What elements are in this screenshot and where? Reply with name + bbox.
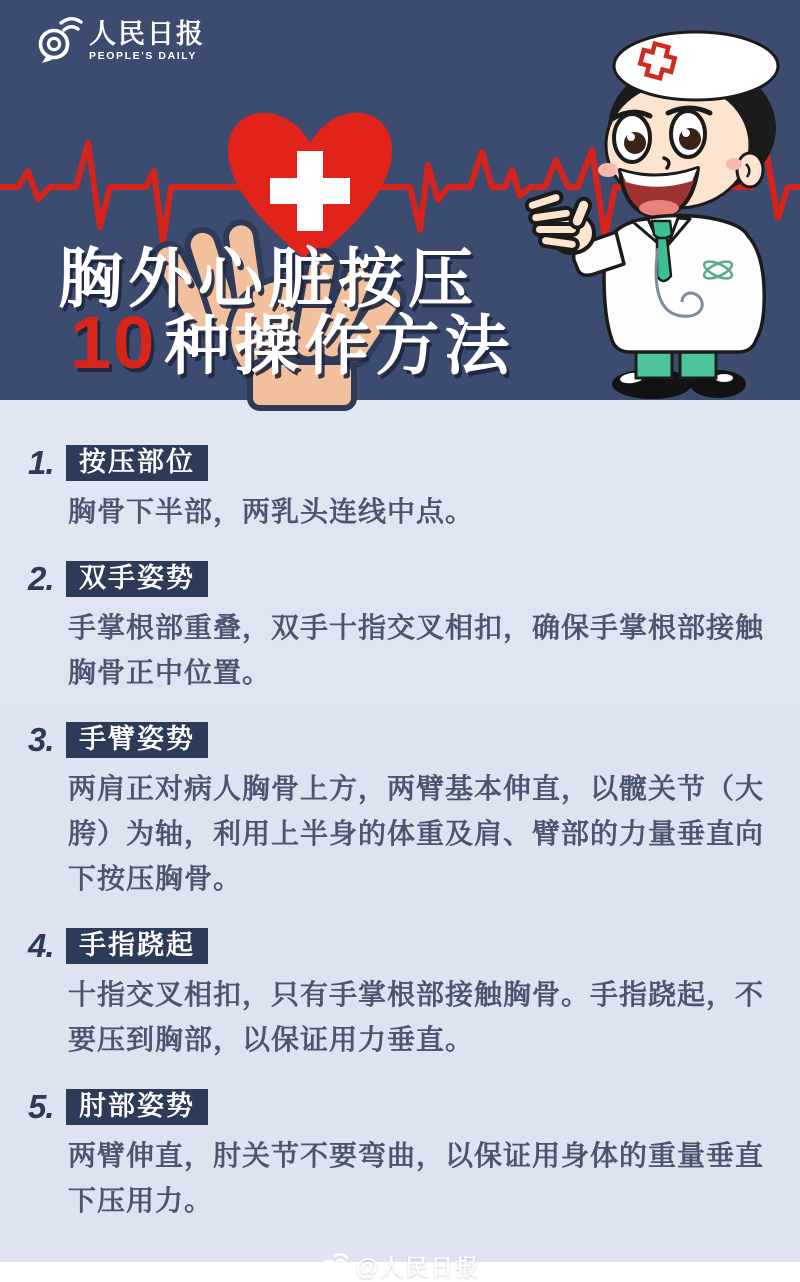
section-2 [28,560,770,695]
section-badge: 按压部位 [66,445,208,481]
section-5-header [28,1088,770,1126]
section-3-header [28,721,770,759]
section-text: 两臂伸直，肘关节不要弯曲，以保证用身体的重量垂直下压用力。 [68,1140,765,1216]
logo-text [89,18,205,62]
section-badge: 双手姿势 [66,561,208,597]
doctor-mascot [520,18,780,406]
poster-title-line2 [70,301,515,384]
section-4-header [28,927,770,965]
section-number: 2. [28,560,54,597]
at-broadcast-icon [34,16,82,66]
section-3 [28,721,770,901]
watermark [28,1249,770,1282]
doctor-hand [525,191,594,253]
logo-name-en: PEOPLE'S DAILY [89,49,197,62]
section-text: 两肩正对病人胸骨上方，两臂基本伸直，以髋关节（大胯）为轴，利用上半身的体重及肩、臂部的力量垂直向下按压胸骨。 [68,773,765,894]
title-number: 10 [70,301,157,384]
title-rest: 种操作方法 [164,309,515,382]
section-number: 5. [28,1088,54,1125]
section-badge: 手臂姿势 [66,722,208,758]
section-5 [28,1088,770,1223]
section-text: 十指交叉相扣，只有手掌根部接触胸骨。手指跷起，不要压到胸部，以保证用力垂直。 [68,979,765,1055]
section-text: 胸骨下半部，两乳头连线中点。 [68,496,475,527]
poster-title-line1: 胸外心脏按压 [58,242,479,315]
section-number: 3. [28,721,54,758]
section-number: 4. [28,927,54,964]
section-number: 1. [28,444,54,481]
section-4 [28,927,770,1062]
section-2-header [28,560,770,598]
section-badge: 肘部姿势 [66,1089,208,1125]
section-badge: 手指跷起 [66,928,208,964]
peoples-daily-logo [34,16,205,66]
section-1 [28,444,770,534]
watermark-text: @人民日报 [355,1254,481,1280]
logo-name-cn: 人民日报 [89,18,205,49]
section-1-header [28,444,770,482]
weibo-icon [318,1253,348,1279]
section-text: 手掌根部重叠，双手十指交叉相扣，确保手掌根部接触胸骨正中位置。 [68,612,765,688]
instructions-list [0,400,800,1282]
